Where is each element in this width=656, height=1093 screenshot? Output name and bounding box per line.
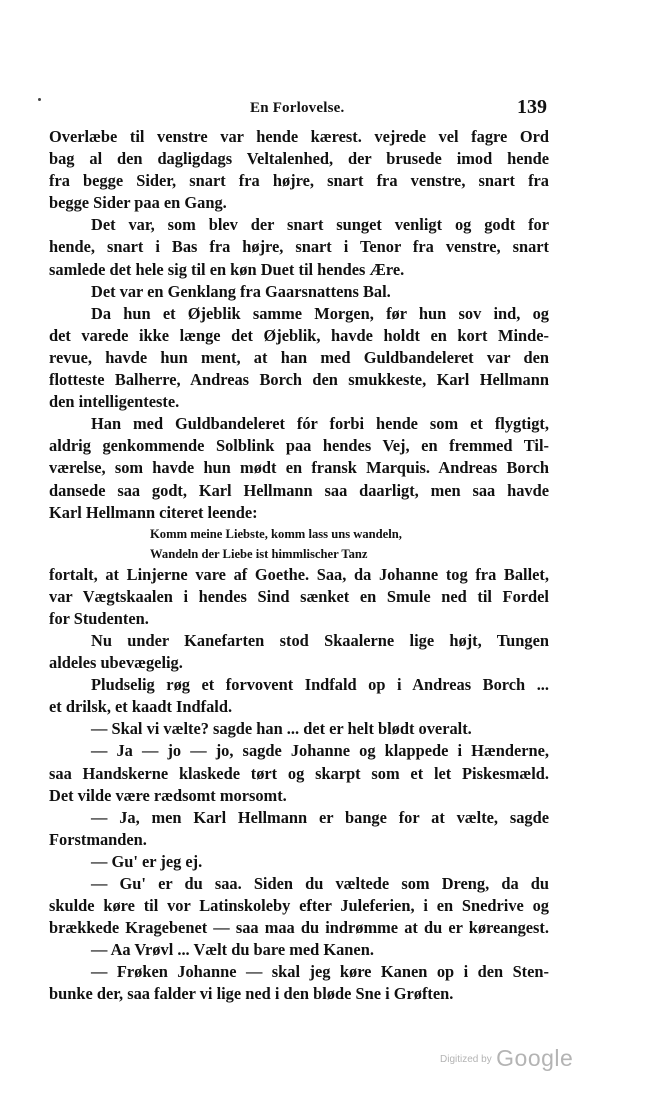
digitization-watermark bbox=[440, 1045, 573, 1072]
text-line: hende, snart i Bas fra højre, snart i Tenor fra venstre, snart bbox=[49, 237, 549, 257]
margin-speck bbox=[38, 98, 41, 101]
text-line: Karl Hellmann citeret leende: bbox=[49, 502, 258, 522]
text-line: flotteste Balherre, Andreas Borch den smukkeste, Karl Hellmann bbox=[49, 370, 549, 390]
text-line: samlede det hele sig til en køn Duet til hendes Ære. bbox=[49, 259, 405, 279]
text-line: — Frøken Johanne — skal jeg køre Kanen op i den Sten- bbox=[91, 962, 549, 982]
text-line: bunke der, saa falder vi lige ned i den bløde Sne i Grøften. bbox=[49, 984, 454, 1004]
text-line: Nu under Kanefarten stod Skaalerne lige højt, Tungen bbox=[91, 630, 549, 650]
digitized-by-text: Digitized by bbox=[440, 1054, 492, 1065]
text-line: aldeles ubevægelig. bbox=[49, 653, 183, 673]
text-line: — Skal vi vælte? sagde han ... det er helt blødt overalt. bbox=[91, 719, 472, 739]
text-line: Det var, som blev der snart sunget venligt og godt for bbox=[91, 215, 549, 235]
text-line: skulde køre til vor Latinskoleby efter Juleferien, i en Snedrive og bbox=[49, 896, 549, 916]
text-line: saa Handskerne klaskede tørt og skarpt som et let Piskesmæld. bbox=[49, 763, 549, 783]
text-line: Det vilde være rædsomt morsomt. bbox=[49, 785, 287, 805]
text-line: Han med Guldbandeleret fór forbi hende som et flygtigt, bbox=[91, 414, 549, 434]
quote-line: Wandeln der Liebe ist himmlischer Tanz bbox=[150, 546, 368, 561]
text-line: var Vægtskaalen i hendes Sind sænket en Smule ned til Fordel bbox=[49, 586, 549, 606]
text-line: det varede ikke længe det Øjeblik, havde holdt en kort Minde- bbox=[49, 325, 549, 345]
page-body bbox=[49, 126, 549, 1006]
text-line: for Studenten. bbox=[49, 608, 149, 628]
text-line: den intelligenteste. bbox=[49, 392, 180, 412]
verse-quote bbox=[49, 524, 549, 564]
text-line: begge Sider paa en Gang. bbox=[49, 193, 227, 213]
text-line: værelse, som havde hun mødt en fransk Marquis. Andreas Borch bbox=[49, 458, 549, 478]
text-line: — Ja, men Karl Hellmann er bange for at vælte, sagde bbox=[91, 807, 549, 827]
text-line: et drilsk, et kaadt Indfald. bbox=[49, 697, 233, 717]
text-line: brækkede Kragebenet — saa maa du indrømme at du er køreangest. bbox=[49, 918, 549, 938]
running-title: En Forlovelse. bbox=[250, 100, 345, 116]
text-line: — Ja — jo — jo, sagde Johanne og klappede i Hænderne, bbox=[91, 741, 549, 761]
quote-line: Komm meine Liebste, komm lass uns wandeln, bbox=[150, 526, 402, 541]
text-line: fortalt, at Linjerne vare af Goethe. Saa, da Johanne tog fra Ballet, bbox=[49, 564, 549, 584]
text-line: Forstmanden. bbox=[49, 829, 147, 849]
text-line: — Aa Vrøvl ... Vælt du bare med Kanen. bbox=[91, 940, 374, 960]
text-line: Pludselig røg et forvovent Indfald op i Andreas Borch ... bbox=[91, 675, 549, 695]
page-number: 139 bbox=[517, 96, 547, 118]
text-line: Overlæbe til venstre var hende kærest. vejrede vel fagre Ord bbox=[49, 127, 549, 146]
text-line: — Gu' er du saa. Siden du væltede som Dreng, da du bbox=[91, 874, 549, 893]
text-line: Det var en Genklang fra Gaarsnattens Bal. bbox=[91, 281, 391, 301]
text-line: dansede saa godt, Karl Hellmann saa daarligt, men saa havde bbox=[49, 480, 549, 500]
text-line: Da hun et Øjeblik samme Morgen, før hun sov ind, og bbox=[91, 303, 549, 323]
text-line: fra begge Sider, snart fra højre, snart fra venstre, snart fra bbox=[49, 171, 549, 191]
text-line: revue, havde hun ment, at han med Guldbandeleret var den bbox=[49, 347, 549, 367]
google-logo: Google bbox=[496, 1045, 574, 1071]
text-line: — Gu' er jeg ej. bbox=[91, 851, 203, 871]
text-line: aldrig genkommende Solblink paa hendes Vej, en fremmed Til- bbox=[49, 436, 549, 456]
text-line: bag al den dagligdags Veltalenhed, der brusede imod hende bbox=[49, 149, 549, 169]
